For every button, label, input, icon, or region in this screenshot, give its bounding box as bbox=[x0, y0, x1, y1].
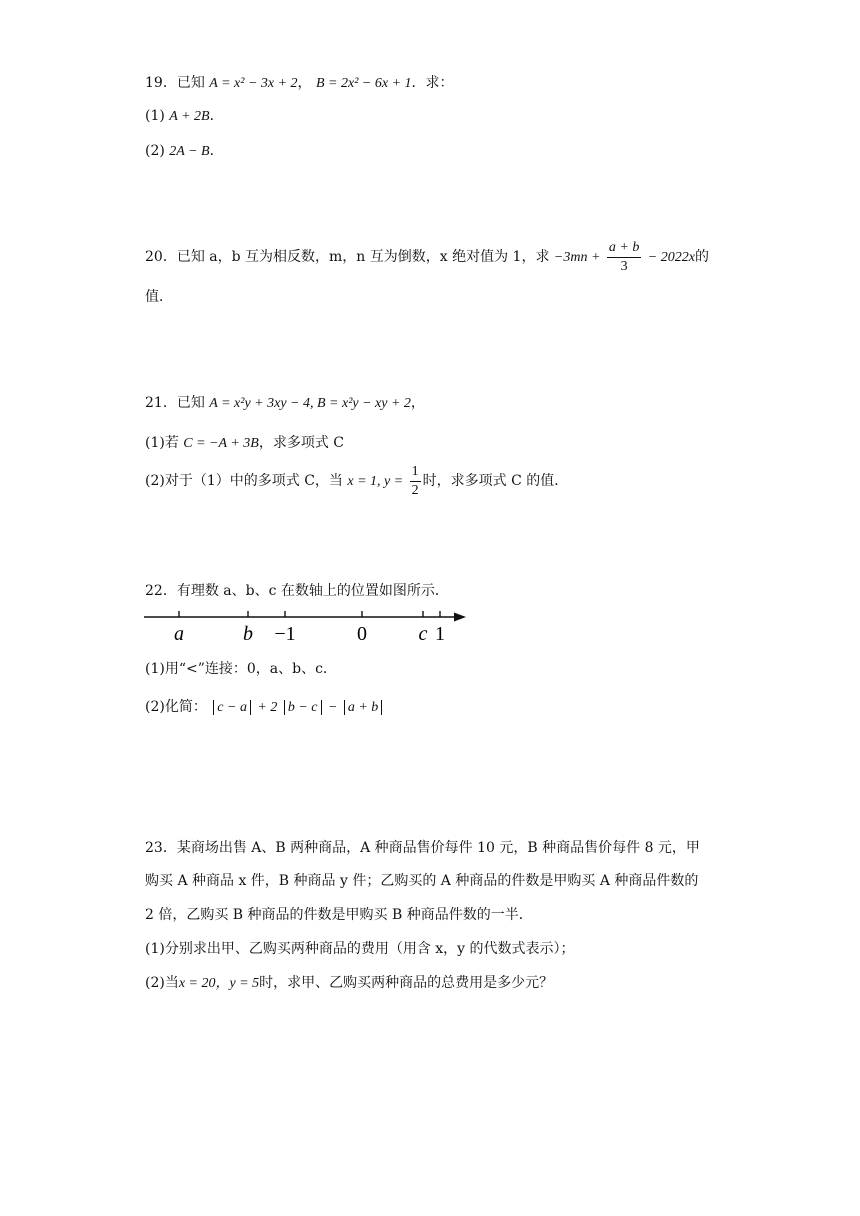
q23-line1: 23．某商场出售 A、B 两种商品，A 种商品售价每件 10 元，B 种商品售价每件 8 元，甲 bbox=[145, 840, 700, 856]
label-a: a bbox=[174, 623, 184, 645]
q19-part1: (1) A + 2B． bbox=[145, 108, 224, 124]
label-neg1: −1 bbox=[274, 623, 296, 645]
q21-part1: (1)若 C = −A + 3B，求多项式 C bbox=[145, 435, 344, 451]
q21-part2: (2)对于（1）中的多项式 C，当 x = 1, y = $\frac{1}{2}$ 时，求多项式 C 的值． bbox=[145, 463, 569, 498]
label-0: 0 bbox=[357, 623, 367, 645]
q22-part1: (1)用“<”连接：0，a、b、c． bbox=[145, 661, 337, 677]
q19-stem: 19．已知 A = x² − 3x + 2， B = 2x² − 6x + 1．求： bbox=[145, 75, 454, 91]
q22-part2: (2)化简： c − a + 2 b − c − a + b bbox=[145, 697, 384, 718]
q23-part1: (1)分别求出甲、乙购买两种商品的费用（用含 x，y 的代数式表示）； bbox=[145, 941, 575, 957]
q19-expr-a: A = x² − 3x + 2 bbox=[209, 76, 298, 91]
label-c: c bbox=[418, 623, 428, 645]
q20-fraction: $\frac{a + b}{3}$ bbox=[608, 239, 640, 274]
q19-part2: (2) 2A − B． bbox=[145, 143, 224, 159]
label-b: b bbox=[243, 623, 253, 645]
q21-fraction: $\frac{1}{2}$ bbox=[411, 463, 419, 498]
q23-line2: 购买 A 种商品 x 件，B 种商品 y 件；乙购买的 A 种商品的件数是甲购买 A 种商品件数的 bbox=[145, 873, 699, 889]
q20-stem: 20．已知 a，b 互为相反数，m，n 互为倒数，x 绝对值为 1，求 −3mn + $\frac{a + b}{3}$ − 2022x的 bbox=[145, 239, 709, 274]
q19-expr-b: B = 2x² − 6x + 1 bbox=[316, 76, 412, 91]
number-line-arrow bbox=[454, 613, 466, 622]
q23-part2: (2)当x = 20，y = 5时，求甲、乙购买两种商品的总费用是多少元？ bbox=[145, 975, 554, 991]
label-1: 1 bbox=[435, 623, 445, 645]
q20-line2: 值． bbox=[145, 289, 173, 305]
q21-stem: 21．已知 A = x²y + 3xy − 4, B = x²y − xy + 2， bbox=[145, 395, 425, 411]
q23-line3: 2 倍，乙购买 B 种商品的件数是甲购买 B 种商品件数的一半． bbox=[145, 907, 533, 923]
number-line-figure bbox=[140, 605, 470, 647]
q22-stem: 22．有理数 a、b、c 在数轴上的位置如图所示． bbox=[145, 583, 449, 599]
